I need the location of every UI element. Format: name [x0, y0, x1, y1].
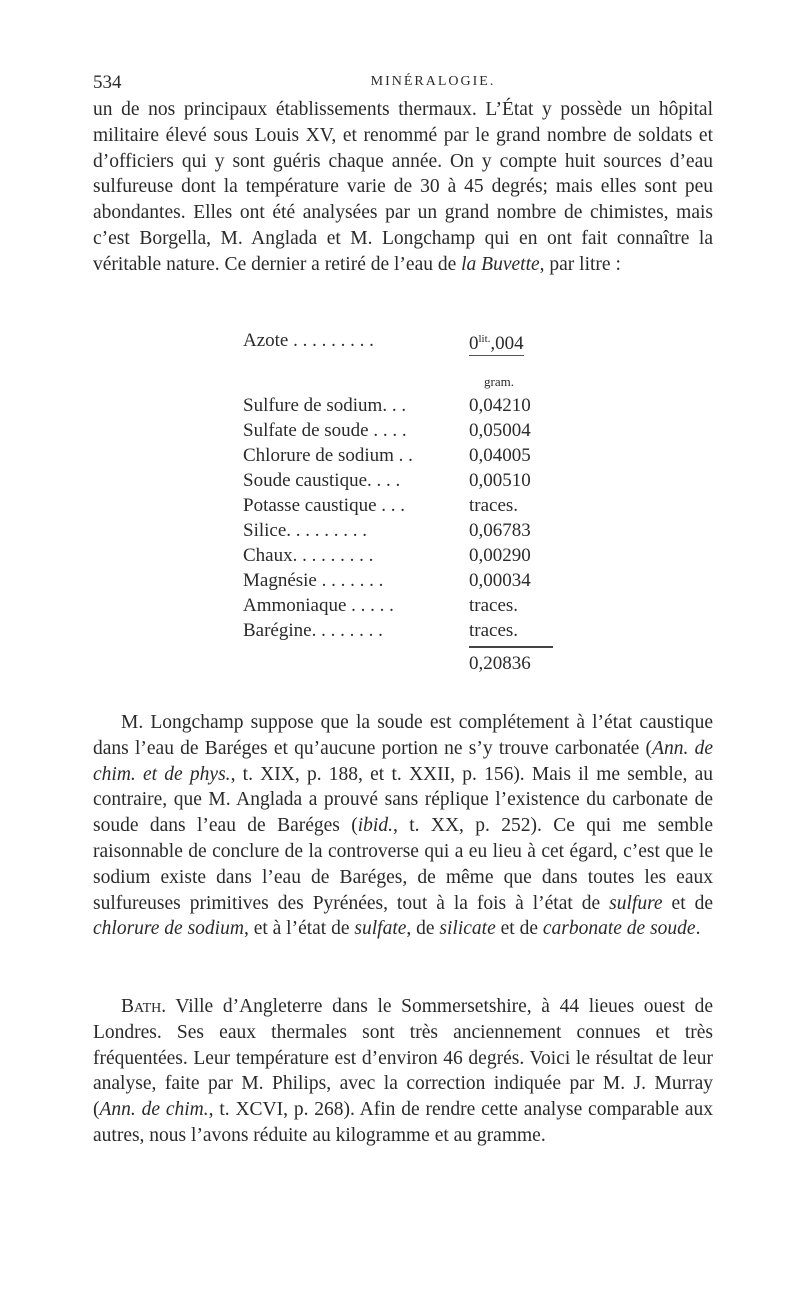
analysis-label: Ammoniaque . . . . . [243, 595, 394, 616]
analysis-table [243, 328, 563, 676]
total-rule [243, 643, 563, 651]
italic-term: sulfure [609, 892, 663, 914]
paragraph-bath [93, 994, 713, 1149]
analysis-label: Sulfure de sodium. . . [243, 395, 407, 416]
analysis-row [243, 618, 563, 643]
citation: ibid. [357, 815, 393, 837]
azote-suffix: ,004 [490, 333, 524, 354]
analysis-row-azote [243, 328, 563, 353]
running-head: MINÉRALOGIE. [370, 74, 496, 89]
analysis-row [243, 518, 563, 543]
analysis-unit-row [243, 371, 563, 393]
analysis-label: Silice. . . . . . . . . [243, 520, 368, 541]
analysis-label: Potasse caustique . . . [243, 495, 406, 516]
para2-text: . [695, 918, 701, 940]
italic-term: silicate [439, 918, 496, 940]
intro-text: un de nos principaux établissements thermaux. L’État y possède un hôpital militaire élevé sous Louis XV, et renommé par le grand nombre de soldats et d’officiers qui y sont guéris chaque année. On y compte huit sources d’eau sulfureuse dont la température varie de 30 à 45 degrés; mais elles sont peu abondantes. Elles ont été analysées par un grand nombre de chimistes, mais c’est Borgella, M. Anglada et M. Longchamp qui en ont fait connaître la véritable nature. Ce dernier a retiré de l’eau de [93, 99, 713, 275]
analysis-label: Azote . . . . . . . . . [243, 330, 374, 351]
intro-paragraph [93, 97, 713, 278]
para2-text: , t. XIX, p. 188, et t. XXII, p. 156). Mais il me semble, au contraire, que M. Anglada a prouvé sans réplique l’existence du carbonate de soude dans l’eau de Baréges ( [93, 763, 713, 837]
analysis-row [243, 593, 563, 618]
analysis-row [243, 568, 563, 593]
analysis-row [243, 493, 563, 518]
citation: Ann. de chim. et de phys. [93, 737, 713, 785]
page-header [93, 72, 713, 94]
analysis-label: Chaux. . . . . . . . . [243, 545, 374, 566]
analysis-value: 0,04005 [469, 445, 531, 466]
analysis-row [243, 543, 563, 568]
para2-text: , de [406, 918, 440, 940]
azote-prefix: 0 [469, 333, 479, 354]
italic-term: carbonate de soude [542, 918, 696, 940]
para2-text: et de [662, 892, 714, 914]
analysis-value: 0,00290 [469, 545, 531, 566]
analysis-value: 0,00034 [469, 570, 531, 591]
entry-heading: Bath. [121, 996, 167, 1017]
analysis-label: Soude caustique. . . . [243, 470, 401, 491]
citation: Ann. de chim. [99, 1099, 209, 1121]
para3-text: , t. XCVI, p. 268). Afin de rendre cette analyse comparable aux autres, nous l’avons réduite au kilogramme et au gramme. [93, 1099, 713, 1146]
analysis-label: Sulfate de soude . . . . [243, 420, 407, 441]
analysis-label: Chlorure de sodium . . [243, 445, 413, 466]
analysis-value: traces. [469, 595, 519, 616]
analysis-value: 0,06783 [469, 520, 531, 541]
page-number: 534 [93, 72, 122, 93]
analysis-total: 0,20836 [469, 653, 531, 674]
para2-text: et de [495, 918, 543, 940]
analysis-row [243, 418, 563, 443]
analysis-row [243, 468, 563, 493]
para2-text: , t. XX, p. 252). Ce qui me semble raisonnable de conclure de la controverse qui a eu lieu à cet égard, c’est que le sodium existe dans l’eau de Baréges, de même que dans toutes les eaux sulfureuses primitives des Pyrénées, tout à la fois à l’état de [93, 815, 713, 914]
analysis-label: Magnésie . . . . . . . [243, 570, 384, 591]
italic-term: sulfate [354, 918, 407, 940]
para2-text: , et à l’état de [243, 918, 355, 940]
paragraph-longchamp [93, 710, 713, 942]
analysis-value-azote [469, 328, 524, 356]
analysis-total-row [243, 651, 563, 676]
para3-text: Ville d’Angleterre dans le Sommersetshire, à 44 lieues ouest de Londres. Ses eaux thermales sont très anciennement connues et très fréquentées. Leur température est d’environ 46 degrés. Voici le résultat de leur analyse, faite par M. Philips, avec la correction indiquée par M. J. Murray ( [93, 996, 713, 1121]
analysis-value: 0,00510 [469, 470, 531, 491]
analysis-value: 0,05004 [469, 420, 531, 441]
analysis-value: 0,04210 [469, 395, 531, 416]
azote-unit-sup: lit. [478, 333, 491, 345]
intro-italic: la Buvette [461, 253, 540, 275]
analysis-value: traces. [469, 620, 519, 641]
analysis-value: traces. [469, 495, 519, 516]
analysis-row [243, 443, 563, 468]
analysis-row [243, 393, 563, 418]
italic-term: chlorure de sodium [93, 918, 244, 940]
para2-text: M. Longchamp suppose que la soude est complétement à l’état caustique dans l’eau de Baréges et qu’aucune portion ne s’y trouve carbonatée ( [93, 712, 713, 759]
analysis-label: Barégine. . . . . . . . [243, 620, 383, 641]
intro-end: , par litre : [539, 253, 621, 275]
analysis-unit: gram. [484, 374, 514, 389]
